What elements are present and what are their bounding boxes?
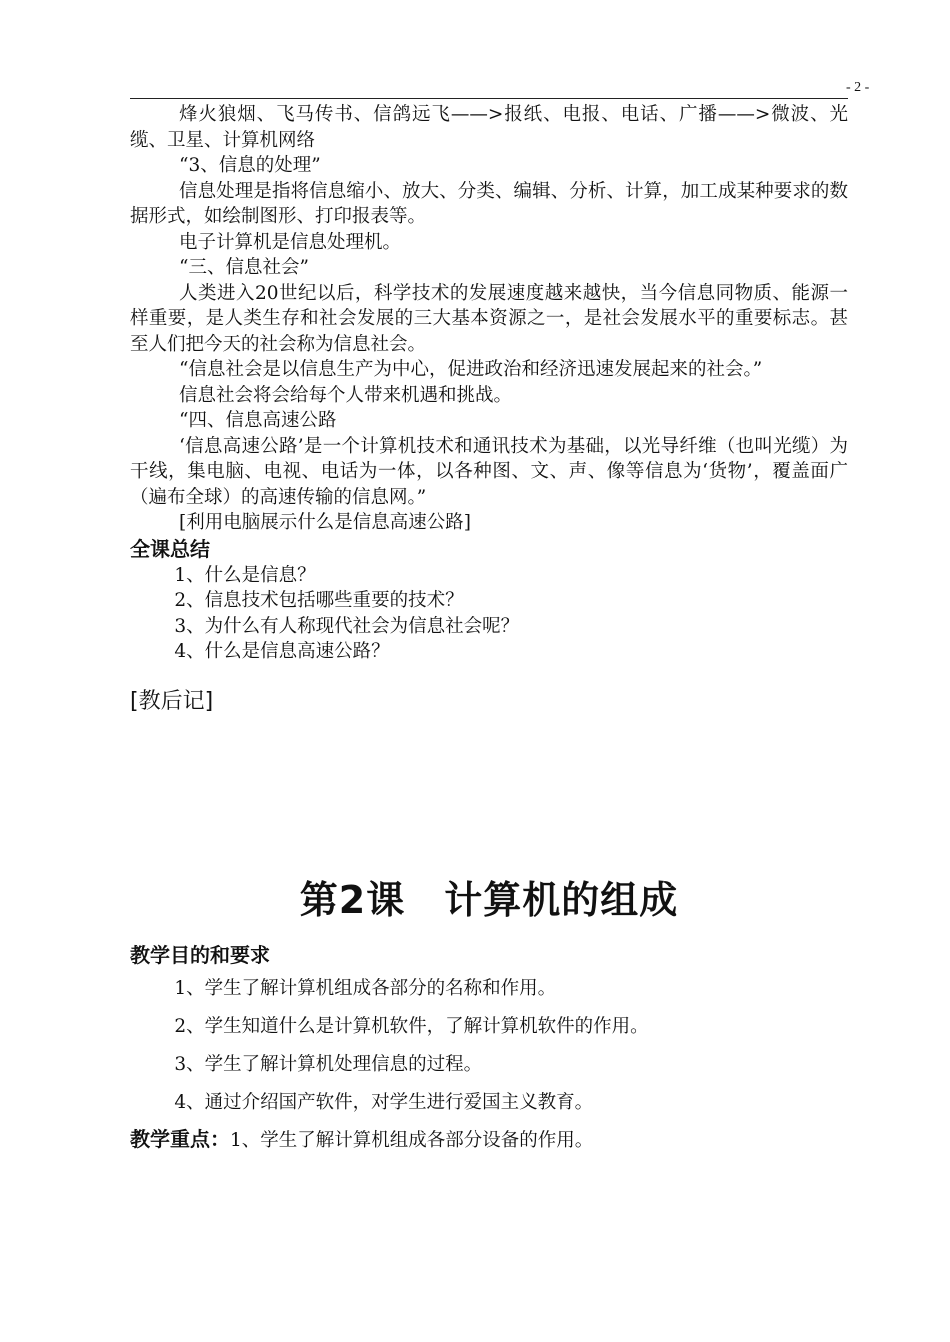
lesson-1-continuation xyxy=(130,102,848,717)
heading-info-processing: “3、信息的处理” xyxy=(179,155,321,176)
summary-title: 全课总结 xyxy=(130,536,210,561)
paragraph-communication-evolution: 烽火狼烟、飞马传书、信鸽远飞——>报纸、电报、电话、广播——>微波、光缆、卫星、计算机网络 xyxy=(130,104,848,151)
summary-question: 2、信息技术包括哪些重要的技术？ xyxy=(174,590,464,611)
paragraph-20th-century: 人类进入20世纪以后，科学技术的发展速度越来越快，当今信息同物质、能源一样重要，是人类生存和社会发展的三大基本资源之一，是社会发展水平的重要标志。甚至人们把今天的社会称为信息社会。 xyxy=(130,282,848,355)
heading-info-society: “三、信息社会” xyxy=(179,257,309,278)
heading-info-highway: “四、信息高速公路 xyxy=(179,410,337,431)
key-point-text: 1、学生了解计算机组成各部分设备的作用。 xyxy=(230,1130,594,1151)
key-point-label: 教学重点： xyxy=(130,1127,230,1151)
paragraph-info-society-definition: “信息社会是以信息生产为中心，促进政治和经济迅速发展起来的社会。” xyxy=(179,359,763,380)
paragraph-info-highway-definition: ‘信息高速公路’是一个计算机技术和通讯技术为基础，以光导纤维（也叫光缆）为干线，集电脑、电视、电话为一体，以各种图、文、声、像等信息为‘货物’，覆盖面广（遍布全球）的高速传输的信息网。” xyxy=(130,435,848,508)
objective-item: 2、学生知道什么是计算机软件，了解计算机软件的作用。 xyxy=(174,1016,649,1037)
objective-item: 4、通过介绍国产软件，对学生进行爱国主义教育。 xyxy=(174,1092,594,1113)
key-point-line xyxy=(130,1122,848,1158)
objectives-title: 教学目的和要求 xyxy=(130,943,270,967)
paragraph-info-processing-definition: 信息处理是指将信息缩小、放大、分类、编辑、分析、计算，加工成某种要求的数据形式，如绘制图形、打印报表等。 xyxy=(130,180,848,227)
objective-item: 1、学生了解计算机组成各部分的名称和作用。 xyxy=(174,978,557,999)
page-number: - 2 - xyxy=(846,80,870,95)
lesson-2-section xyxy=(130,940,848,1158)
paragraph-computer-is-processor: 电子计算机是信息处理机。 xyxy=(179,231,402,253)
summary-question: 4、什么是信息高速公路？ xyxy=(174,641,390,662)
teaching-notes-title: [教后记] xyxy=(130,688,214,714)
paragraph-opportunities: 信息社会将会给每个人带来机遇和挑战。 xyxy=(179,384,513,406)
summary-question: 3、为什么有人称现代社会为信息社会呢？ xyxy=(174,615,520,637)
lesson-2-title: 第2课 计算机的组成 xyxy=(299,878,679,922)
header-rule xyxy=(130,98,848,99)
summary-question: 1、什么是信息？ xyxy=(174,564,316,586)
objective-item: 3、学生了解计算机处理信息的过程。 xyxy=(174,1054,483,1075)
paragraph-demo-note: [利用电脑展示什么是信息高速公路] xyxy=(179,512,471,533)
